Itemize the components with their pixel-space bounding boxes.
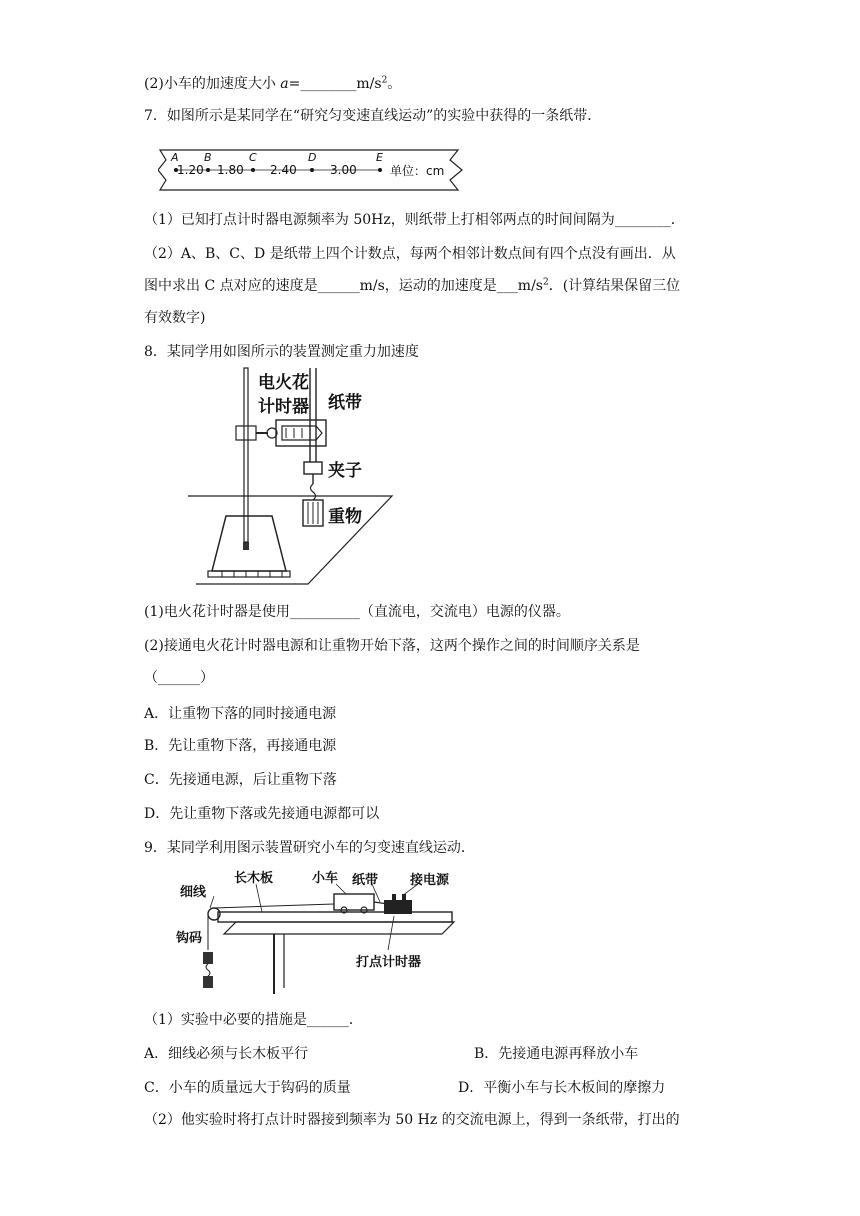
q7-part1: （1）已知打点计时器电源频率为 50Hz，则纸带上打相邻两点的时间间隔为________．	[144, 212, 685, 228]
q9-stem: 9．某同学利用图示装置研究小车的匀变速直线运动．	[144, 840, 475, 856]
label-cart: 小车	[312, 871, 339, 886]
label-tape: 纸带	[352, 873, 379, 888]
label-timer: 打点计时器	[356, 955, 422, 970]
label-timer-line1: 电火花	[258, 373, 309, 393]
q8-free-fall-apparatus-figure	[186, 366, 516, 594]
q8-part2-line1: (2)接通电火花计时器电源和让重物开始下落，这两个操作之间的时间顺序关系是	[144, 638, 640, 654]
label-weight: 重物	[328, 507, 362, 527]
tape-unit-label: 单位：cm	[390, 164, 445, 178]
q9-option-c: C．小车的质量远大于钩码的质量	[144, 1080, 351, 1096]
q8-option-b: B．先让重物下落，再接通电源	[144, 738, 337, 754]
q7-stem: 7．如图所示是某同学在“研究匀变速直线运动”的实验中获得的一条纸带．	[144, 108, 602, 124]
q8-part1: (1)电火花计时器是使用__________（直流电，交流电）电源的仪器。	[144, 604, 570, 620]
label-string: 细线	[180, 885, 207, 900]
label-timer-line2: 计时器	[258, 397, 309, 417]
clip	[304, 462, 322, 474]
long-board	[218, 912, 452, 922]
tape-distance-DE: 3.00	[330, 163, 357, 177]
q6-part2-sup: 2	[381, 75, 388, 86]
q8-part2-line2: （______）	[144, 670, 214, 686]
tape-distance-CD: 2.40	[270, 163, 297, 177]
q6-var-a: a	[280, 76, 289, 92]
q6-part2-end: 。	[387, 76, 402, 92]
label-tape: 纸带	[328, 393, 362, 413]
q9-part2: （2）他实验时将打点计时器接到频率为 50 Hz 的交流电源上，得到一条纸带，打出的	[144, 1112, 680, 1128]
q6-part2-mid: =________m/s	[288, 76, 382, 92]
q8-option-a: A．让重物下落的同时接通电源	[144, 706, 337, 722]
q9-option-b: B．先接通电源再释放小车	[474, 1046, 639, 1062]
hook-weight-1	[203, 952, 213, 964]
dot-timer	[384, 900, 412, 914]
table	[224, 922, 454, 934]
q9-option-a: A．细线必须与长木板平行	[144, 1046, 309, 1062]
q9-option-d: D．平衡小车与长木板间的摩擦力	[458, 1080, 666, 1096]
q8-option-d: D．先让重物下落或先接通电源都可以	[144, 806, 380, 822]
q7-part2-line2-end: ．(计算结果保留三位	[548, 278, 681, 294]
tape-point-C: C	[249, 151, 257, 164]
label-hook-weight: 钩码	[176, 931, 203, 946]
label-power: 接电源	[410, 873, 450, 888]
tape-point-D: D	[308, 151, 317, 164]
spark-timer	[276, 420, 326, 446]
tape-point-E: E	[376, 151, 383, 164]
q7-paper-tape-figure	[158, 146, 470, 194]
tape-point-A: A	[171, 151, 179, 164]
cart	[334, 894, 374, 910]
q9-cart-apparatus-figure	[166, 866, 466, 996]
q9-part1: （1）实验中必要的措施是______．	[144, 1012, 363, 1028]
q7-part2-line3: 有效数字)	[144, 310, 206, 326]
q6-part2-prefix: (2)小车的加速度大小	[144, 76, 281, 92]
tape-distance-AB: 1.20	[177, 163, 204, 177]
q6-part2	[144, 74, 401, 94]
q7-part2-line2-sup: 2	[542, 277, 549, 288]
q7-part2-line1: （2）A、B、C、D 是纸带上四个计数点，每两个相邻计数点间有四个点没有画出．从	[144, 246, 676, 262]
tape-point-B: B	[204, 151, 212, 164]
q7-part2-line2-prefix: 图中求出 C 点对应的速度是______m/s，运动的加速度是___m/s	[144, 278, 543, 294]
label-board: 长木板	[234, 871, 274, 886]
hook-weight-2	[203, 976, 213, 988]
string	[214, 904, 334, 908]
q8-stem: 8．某同学用如图所示的装置测定重力加速度	[144, 344, 419, 360]
q7-part2-line2	[144, 276, 680, 296]
tape-distance-BC: 1.80	[217, 163, 244, 177]
label-clip: 夹子	[328, 461, 362, 481]
q8-option-c: C．先接通电源，后让重物下落	[144, 772, 337, 788]
